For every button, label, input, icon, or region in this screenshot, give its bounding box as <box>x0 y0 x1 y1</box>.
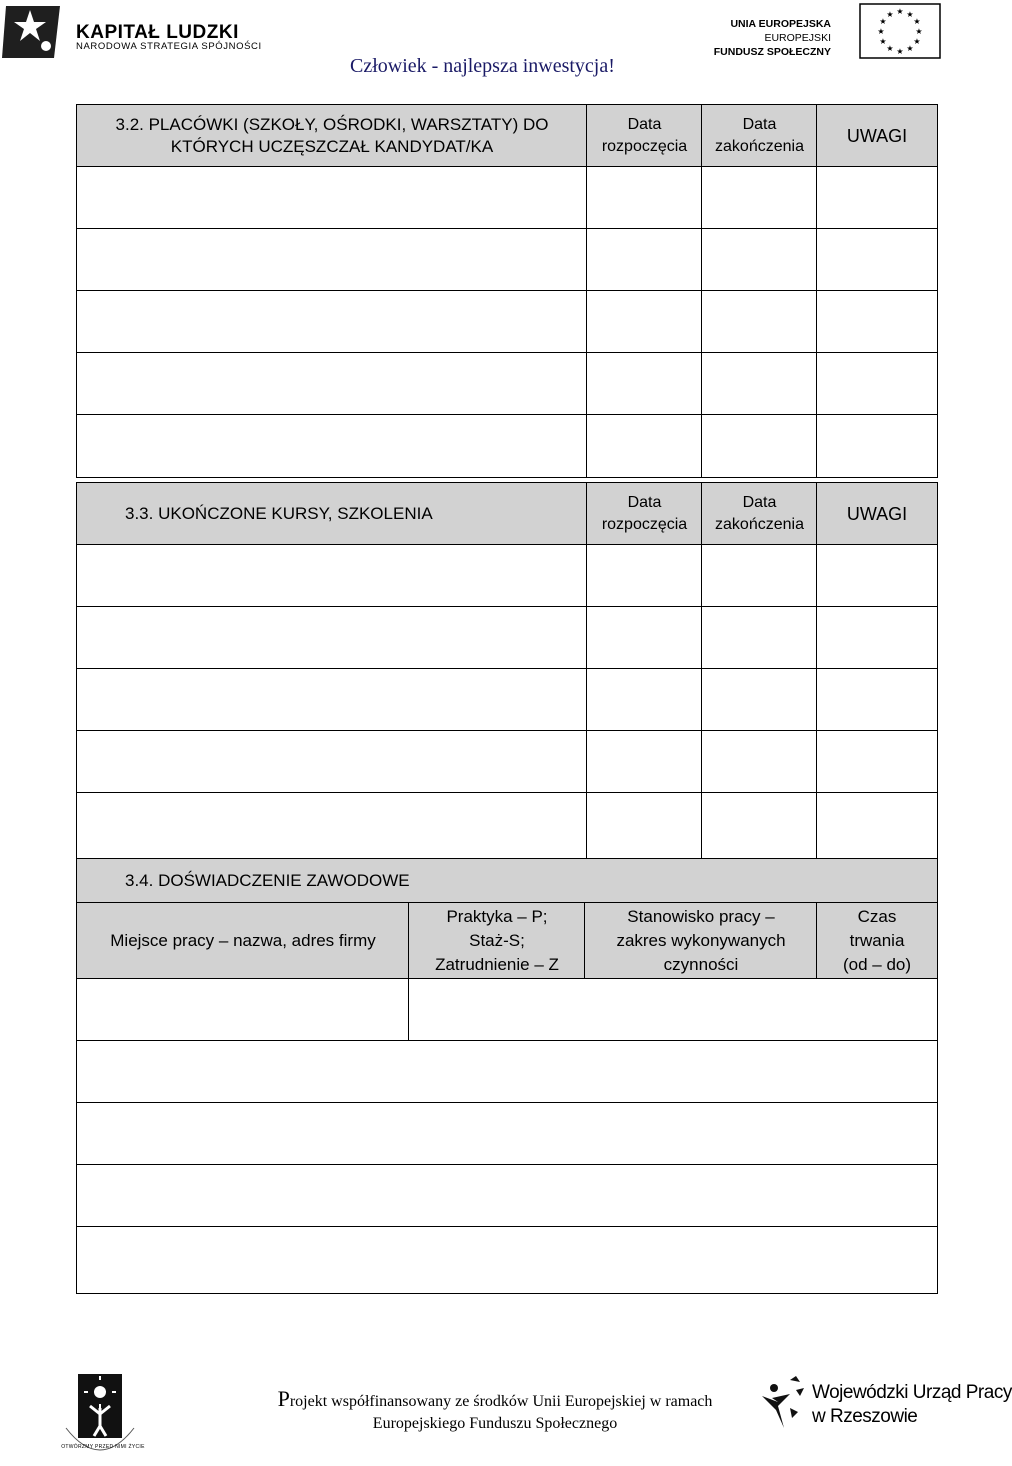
table-row-cell[interactable] <box>586 606 703 670</box>
section-3-2-end-header <box>701 104 818 168</box>
table-row-cell[interactable] <box>586 414 703 478</box>
table-row-cell[interactable] <box>586 668 703 732</box>
svg-text:★: ★ <box>886 44 894 53</box>
start-header-line2: rozpoczęcia <box>601 516 688 533</box>
table-row-cell[interactable] <box>816 730 938 794</box>
duration-header <box>816 902 938 980</box>
wup-name-line2: w Rzeszowie <box>812 1406 918 1427</box>
position-line2: zakres wykonywanych <box>616 931 786 950</box>
end-header-line1: Data <box>742 494 777 511</box>
table-row-cell[interactable] <box>76 730 588 794</box>
workplace-header <box>76 902 410 980</box>
table-row-cell[interactable] <box>701 352 818 416</box>
section-3-2-table <box>76 104 938 484</box>
table-row-cell[interactable] <box>76 352 588 416</box>
svg-text:★: ★ <box>896 7 904 16</box>
table-row-cell[interactable] <box>76 668 588 732</box>
section-3-4-table <box>76 858 938 1296</box>
section-3-2-title-line1: 3.2. PLACÓWKI (SZKOŁY, OŚRODKI, WARSZTATY) DO <box>115 115 549 134</box>
svg-text:★: ★ <box>877 27 885 36</box>
table-row-cell[interactable] <box>701 668 818 732</box>
footer-line2: Europejskiego Funduszu Społecznego <box>372 1415 618 1432</box>
section-3-4-title-cell <box>76 858 938 904</box>
footer-text <box>270 1388 720 1435</box>
table-row-cell[interactable] <box>76 290 588 354</box>
table-row-cell[interactable] <box>701 606 818 670</box>
eu-logo <box>713 7 945 60</box>
table-row-cell[interactable] <box>586 352 703 416</box>
table-row-cell[interactable] <box>816 352 938 416</box>
svg-text:★: ★ <box>913 37 921 46</box>
table-row-cell[interactable] <box>816 414 938 478</box>
notes-header-label: UWAGI <box>846 504 908 524</box>
section-3-3-title-cell <box>76 482 588 546</box>
otworzmy-logo-text: OTWÓRZMY PRZED NIMI ŻYCIE <box>61 1444 145 1450</box>
eu-logo-line1: UNIA EUROPEJSKA <box>730 18 831 30</box>
eu-logo-line3: FUNDUSZ SPOŁECZNY <box>713 46 831 58</box>
slogan: Człowiek - najlepsza inwestycja! <box>350 55 615 77</box>
table-row-cell[interactable] <box>701 414 818 478</box>
section-3-3-start-header <box>586 482 703 546</box>
section-3-3-notes-header <box>816 482 938 546</box>
table-row-cell[interactable] <box>816 290 938 354</box>
svg-text:★: ★ <box>913 17 921 26</box>
section-3-2-title-line2: KTÓRYCH UCZĘSZCZAŁ KANDYDAT/KA <box>170 137 494 156</box>
svg-text:★: ★ <box>896 47 904 56</box>
end-header-line2: zakończenia <box>715 138 804 155</box>
table-row-cell[interactable] <box>76 544 588 608</box>
employment-type-header <box>408 902 586 980</box>
table-row-cell[interactable] <box>586 544 703 608</box>
footer <box>0 1360 1012 1466</box>
table-row-cell[interactable] <box>76 166 588 230</box>
table-row-cell[interactable] <box>586 228 703 292</box>
table-row-cell[interactable] <box>816 792 938 860</box>
table-row-cell[interactable] <box>586 290 703 354</box>
position-header <box>584 902 818 980</box>
section-3-2-start-header <box>586 104 703 168</box>
table-row-cell[interactable] <box>76 792 588 860</box>
table-row-cell[interactable] <box>701 166 818 230</box>
table-row-cell[interactable] <box>76 978 410 1042</box>
end-header-line1: Data <box>742 116 777 133</box>
duration-line3: (od – do) <box>842 955 912 974</box>
start-header-line1: Data <box>627 494 662 511</box>
table-row-cell[interactable] <box>76 1226 938 1294</box>
svg-text:★: ★ <box>879 37 887 46</box>
employment-type-line1: Praktyka – P; <box>446 907 548 926</box>
table-row-cell[interactable] <box>701 228 818 292</box>
workplace-header-label: Miejsce pracy – nazwa, adres firmy <box>110 931 376 950</box>
section-3-4-title: 3.4. DOŚWIADCZENIE ZAWODOWE <box>125 871 410 890</box>
table-row-cell[interactable] <box>76 414 588 478</box>
position-line1: Stanowisko pracy – <box>627 907 775 926</box>
duration-line2: trwania <box>849 931 905 950</box>
table-row-cell[interactable] <box>586 730 703 794</box>
svg-text:★: ★ <box>886 10 894 19</box>
table-row-cell[interactable] <box>816 228 938 292</box>
svg-text:★: ★ <box>906 44 914 53</box>
table-row-cell[interactable] <box>76 606 588 670</box>
header <box>0 0 960 90</box>
table-row-cell[interactable] <box>816 166 938 230</box>
table-row-cell[interactable] <box>586 792 703 860</box>
end-header-line2: zakończenia <box>715 516 804 533</box>
notes-header-label: UWAGI <box>846 126 908 146</box>
position-line3: czynności <box>663 955 739 974</box>
section-3-3-title: 3.3. UKOŃCZONE KURSY, SZKOLENIA <box>125 504 433 523</box>
section-3-2-title-cell <box>76 104 588 168</box>
employment-type-line2: Staż-S; <box>469 931 525 950</box>
table-row-cell[interactable] <box>701 544 818 608</box>
eu-logo-line2: EUROPEJSKI <box>764 32 831 44</box>
kapital-ludzki-name: KAPITAŁ LUDZKI <box>76 22 239 43</box>
table-row-cell[interactable] <box>701 792 818 860</box>
footer-line1: Projekt współfinansowany ze środków Unii Europejskiej w ramach <box>277 1386 713 1411</box>
kapital-ludzki-subtitle: NARODOWA STRATEGIA SPÓJNOŚCI <box>76 41 262 52</box>
wup-name-line1: Wojewódzki Urząd Pracy <box>812 1382 1012 1403</box>
section-3-3-end-header <box>701 482 818 546</box>
table-row-cell[interactable] <box>701 290 818 354</box>
svg-text:★: ★ <box>879 17 887 26</box>
employment-type-line3: Zatrudnienie – Z <box>435 955 559 974</box>
section-3-3-table <box>76 482 938 862</box>
svg-text:★: ★ <box>906 10 914 19</box>
start-header-line2: rozpoczęcia <box>601 138 688 155</box>
table-row-cell[interactable] <box>701 730 818 794</box>
eu-flag-icon <box>859 3 941 59</box>
section-3-2-notes-header <box>816 104 938 168</box>
table-row-cell[interactable] <box>76 1164 938 1228</box>
start-header-line1: Data <box>627 116 662 133</box>
svg-text:★: ★ <box>915 27 923 36</box>
table-row-cell[interactable] <box>408 978 938 1042</box>
duration-line1: Czas <box>857 907 897 926</box>
table-row-cell[interactable] <box>586 166 703 230</box>
table-row-cell[interactable] <box>816 544 938 608</box>
table-row-cell[interactable] <box>76 228 588 292</box>
wup-figure-icon <box>760 1368 810 1438</box>
table-row-cell[interactable] <box>76 1040 938 1104</box>
table-row-cell[interactable] <box>816 668 938 732</box>
table-row-cell[interactable] <box>816 606 938 670</box>
table-row-cell[interactable] <box>76 1102 938 1166</box>
